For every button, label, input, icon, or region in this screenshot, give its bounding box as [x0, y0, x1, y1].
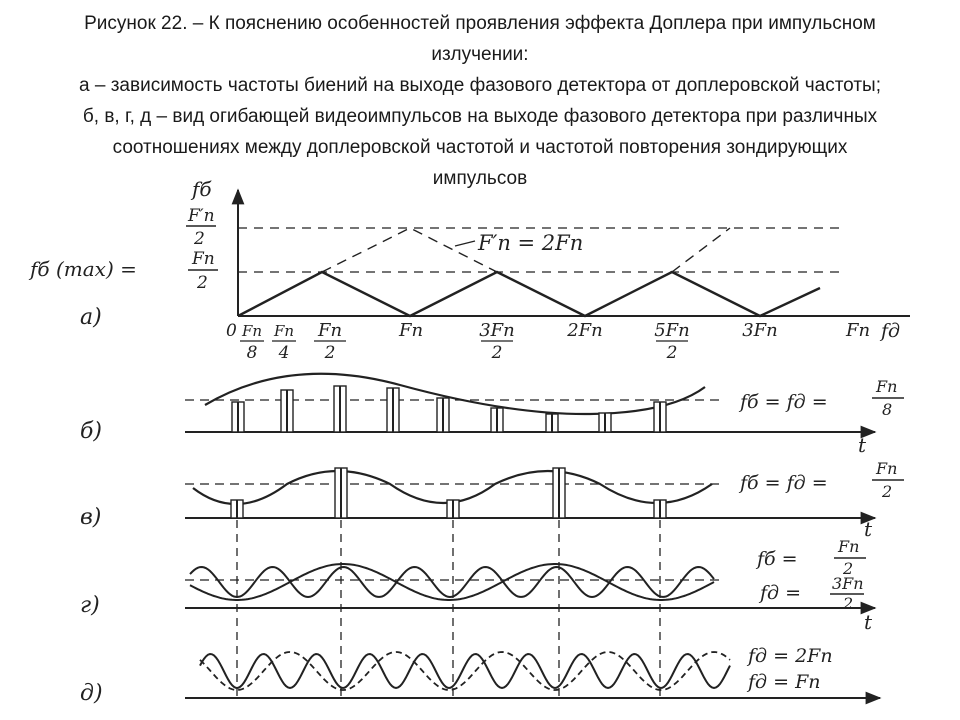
panel-v-envelope [193, 471, 712, 504]
caption-line-5: соотношениях между доплеровской частотой и частотой повторения зондирующих [112, 137, 848, 158]
panel-a-dashed-triangle-1 [322, 228, 497, 272]
panel-a-x-tick-label-2: Fп [273, 322, 295, 340]
panel-a-x-tick-denominator-5: 2 [491, 343, 503, 363]
panel-a-y-tick-numerator: Fп [192, 249, 215, 269]
panel-a-x-tick-label-8: 3Fп [742, 320, 778, 341]
panel-a-x-tick-label-6: 2Fп [567, 320, 603, 341]
panel-b-formula: fб = fд = [740, 391, 828, 413]
panel-g-formula-2-numerator: 3Fп [832, 574, 864, 593]
panel-a-x-tick-denominator-2: 4 [278, 343, 290, 363]
panel-b-formula-denominator: 8 [882, 400, 893, 419]
panel-b-axis-label: t [858, 433, 867, 457]
panel-g-formula-1-denominator: 2 [843, 559, 854, 578]
panel-a-x-tick-label-1: Fп [241, 322, 263, 340]
panel-b-formula-numerator: Fп [876, 377, 898, 396]
panel-d-formula-1: fд = 2Fп [748, 645, 833, 667]
panel-a-x-tick-denominator-3: 2 [324, 343, 336, 363]
panel-g-formula-2: fд = [760, 582, 802, 604]
panel-a-y-tick-top-numerator: F′п [188, 206, 215, 226]
panel-b-envelope [205, 374, 705, 414]
panel-a-x-tick-label-7: 5Fп [654, 320, 690, 341]
panel-v-formula-denominator: 2 [882, 482, 893, 501]
panel-v-pulses [231, 468, 666, 518]
panel-v [80, 459, 904, 541]
panel-g-formula-1: fб = [757, 548, 798, 570]
panel-a-label-pointer [455, 241, 475, 246]
panel-a-dashed-curve-label: F′п = 2Fп [478, 231, 584, 255]
panel-a-x-tick-label-3: Fп [317, 320, 343, 341]
panel-a-x-tick-denominator-7: 2 [666, 343, 678, 363]
panel-b-pulses [232, 386, 666, 432]
panel-a-x-tick-label-5: 3Fп [479, 320, 515, 341]
panel-a-y-max-label: fб (max) = [30, 257, 137, 281]
caption-line-4: б, в, г, д – вид огибающей видеоимпульсов на выходе фазового детектора при различных [82, 106, 878, 127]
panel-a-x-tick-labels [240, 320, 870, 363]
panel-g-label: г) [80, 593, 100, 618]
panel-a-x-tick-denominator-1: 8 [246, 343, 258, 363]
panel-a-x-origin-label: 0 [226, 321, 237, 341]
panel-d [80, 645, 880, 706]
panel-d-label: д) [80, 681, 103, 706]
panel-a-label: а) [80, 305, 102, 330]
panel-a-x-tick-label-4: Fп [398, 320, 424, 341]
caption-line-6: импульсов [432, 168, 528, 189]
panel-g [80, 537, 875, 634]
panel-v-axis-label: t [864, 517, 873, 541]
panel-d-dashed-wave [200, 652, 730, 690]
panel-a-y-tick-top-denominator: 2 [194, 229, 205, 249]
panel-b [80, 374, 904, 457]
panel-v-label: в) [80, 505, 102, 530]
panel-g-axis-label: t [864, 610, 873, 634]
panel-a-y-axis-label: fб [192, 177, 212, 201]
panel-v-formula: fб = fд = [740, 472, 828, 494]
panel-g-formula-2-denominator: 2 [843, 594, 854, 613]
panel-d-formula-2: fд = Fп [748, 671, 821, 693]
caption-line-2: излучении: [431, 44, 529, 65]
panel-a-beat-frequency-curve [238, 272, 820, 316]
panel-a [28, 177, 910, 363]
panel-a-dashed-triangle-2 [672, 228, 730, 272]
caption-line-3: а – зависимость частоты биений на выходе фазового детектора от доплеровской частоты; [79, 75, 881, 96]
panel-a-x-axis-label: fд [881, 320, 901, 342]
caption-line-1: Рисунок 22. – К пояснению особенностей проявления эффекта Доплера при импульсном [84, 13, 876, 34]
panel-g-formula-1-numerator: Fп [838, 537, 860, 556]
panel-a-x-tick-label-9: Fп [845, 320, 871, 341]
panel-v-formula-numerator: Fп [876, 459, 898, 478]
panel-b-label: б) [80, 419, 103, 444]
panel-a-y-tick-denominator: 2 [197, 273, 208, 293]
